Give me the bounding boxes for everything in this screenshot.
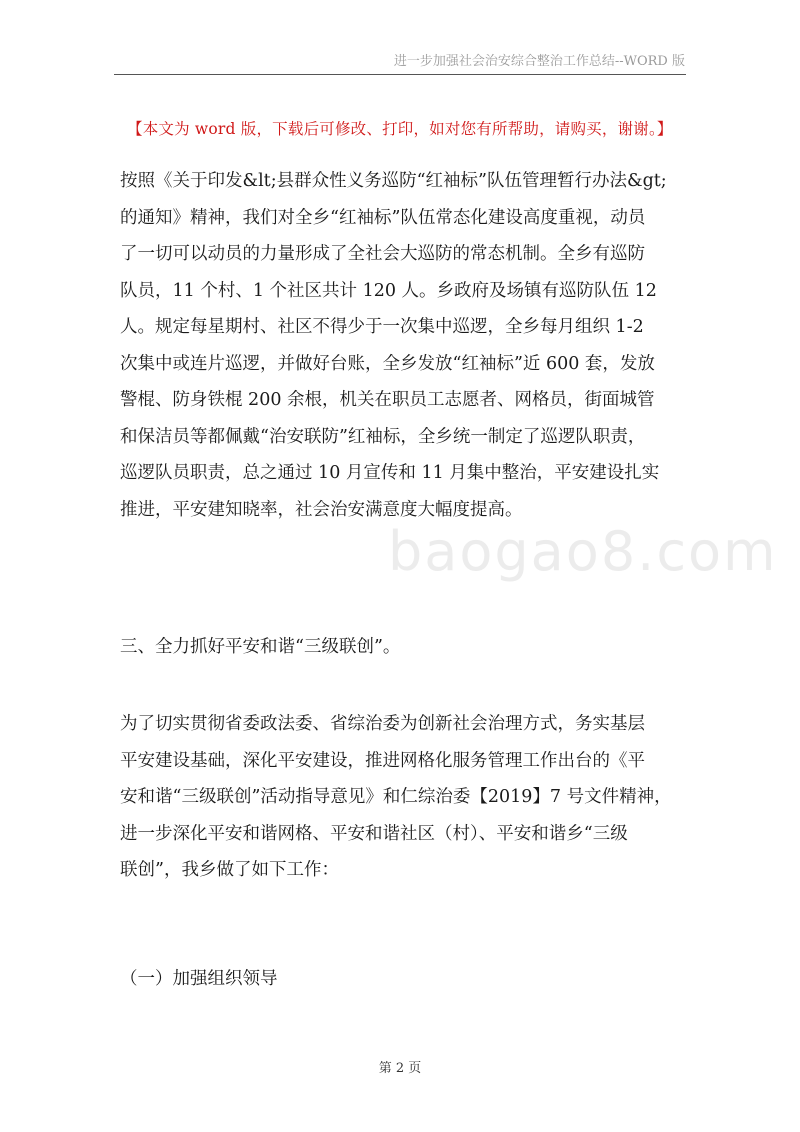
- watermark: baogao8.com: [388, 520, 778, 583]
- paragraph-line: 联创”，我乡做了如下工作：: [120, 860, 339, 880]
- paragraph-line: 人。规定每星期村、社区不得少于一次集中巡逻，全乡每月组织 1-2: [120, 317, 644, 337]
- subsection-heading-1: （一）加强组织领导: [120, 969, 278, 989]
- purchase-notice: 【本文为 word 版，下载后可修改、打印，如对您有所帮助，请购买，谢谢。】: [127, 120, 673, 138]
- paragraph-three-level: [120, 706, 680, 889]
- paragraph-line: 警棍、防身铁棍 200 余根，机关在职员工志愿者、网格员，街面城管: [120, 390, 655, 410]
- paragraph-line: 巡逻队员职责，总之通过 10 月宣传和 11 月集中整治，平安建设扎实: [120, 463, 660, 483]
- document-header-title: 进一步加强社会治安综合整治工作总结--WORD 版: [393, 54, 685, 69]
- section-heading-3: 三、全力抓好平安和谐“三级联创”。: [120, 637, 401, 657]
- paragraph-line: 平安建设基础，深化平安建设，推进网格化服务管理工作出台的《平: [120, 750, 645, 771]
- paragraph-line: 次集中或连片巡逻，并做好台账，全乡发放“红袖标”近 600 套，发放: [120, 353, 655, 374]
- paragraph-patrol: [120, 163, 680, 528]
- paragraph-line: 队员，11 个村、1 个社区共计 120 人。乡政府及场镇有巡防队伍 12: [120, 280, 657, 301]
- paragraph-line: 安和谐“三级联创”活动指导意见》和仁综治委【2019】7 号文件精神，: [120, 787, 672, 807]
- header-divider: [114, 74, 686, 75]
- paragraph-line: 的通知》精神，我们对全乡“红袖标”队伍常态化建设高度重视，动员: [120, 207, 646, 228]
- paragraph-line: 推进，平安建知晓率，社会治安满意度大幅度提高。: [120, 499, 523, 520]
- paragraph-line: 为了切实贯彻省委政法委、省综治委为创新社会治理方式，务实基层: [120, 714, 645, 734]
- paragraph-line: 了一切可以动员的力量形成了全社会大巡防的常态机制。全乡有巡防: [120, 244, 645, 264]
- page-number: 第 2 页: [378, 1061, 422, 1076]
- paragraph-line: 按照《关于印发&lt;县群众性义务巡防“红袖标”队伍管理暂行办法&gt;: [120, 171, 667, 191]
- paragraph-line: 和保洁员等都佩戴“治安联防”红袖标，全乡统一制定了巡逻队职责，: [120, 426, 646, 447]
- paragraph-line: 进一步深化平安和谐网格、平安和谐社区（村）、平安和谐乡“三级: [120, 823, 628, 844]
